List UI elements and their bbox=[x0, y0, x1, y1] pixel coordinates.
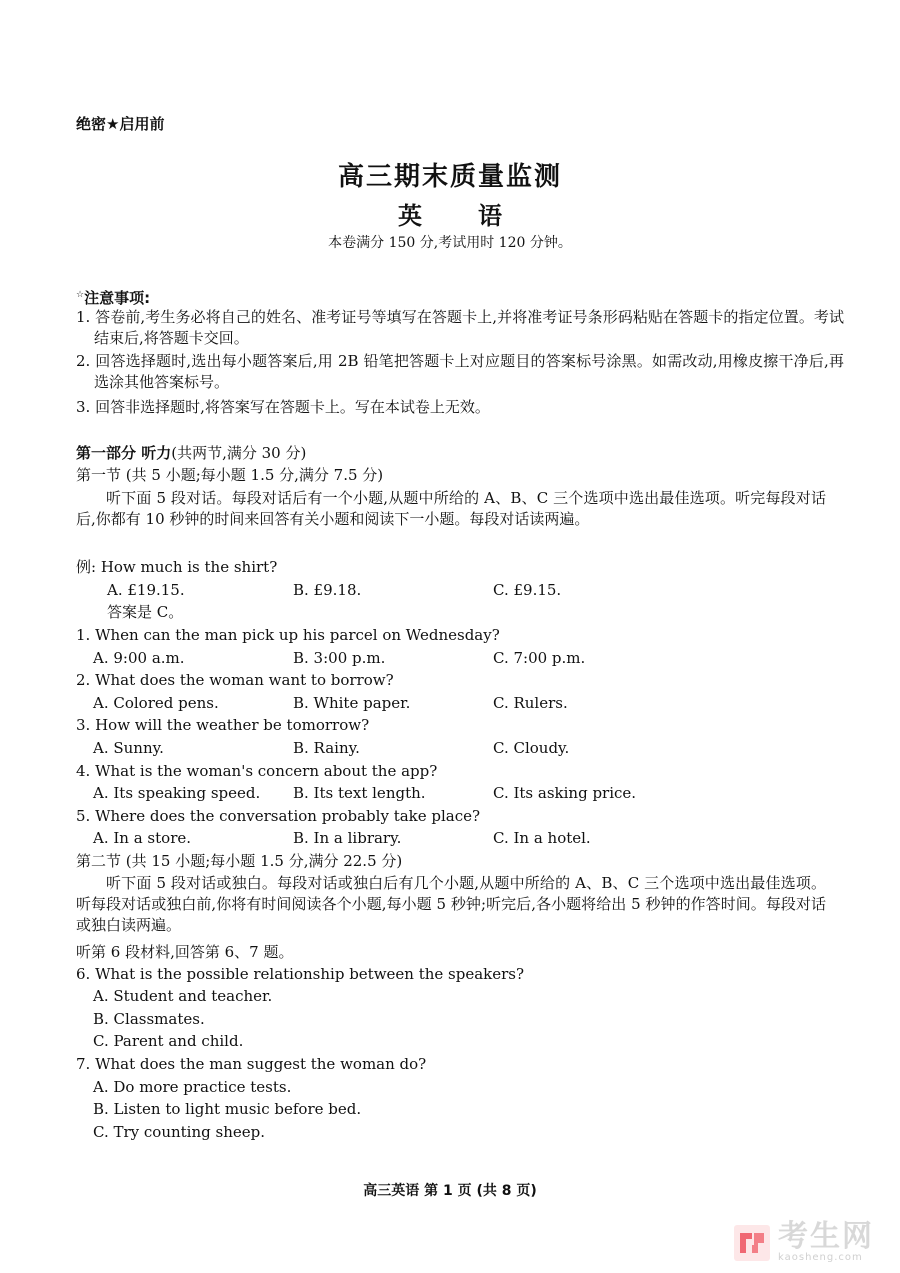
question-1: 1. When can the man pick up his parcel on Wednesday? bbox=[76, 626, 500, 644]
example-option-a: A. £19.15. bbox=[107, 581, 185, 599]
q4-option-b: B. Its text length. bbox=[293, 784, 426, 802]
notice-item-2: 2. 回答选择题时,选出每小题答案后,用 2B 铅笔把答题卡上对应题目的答案标号涂黑。如需改动,用橡皮擦干净后,再选涂其他答案标号。 bbox=[76, 352, 844, 391]
watermark-logo-icon bbox=[732, 1223, 772, 1263]
exam-title: 高三期末质量监测 bbox=[337, 162, 562, 192]
q1-option-a: A. 9:00 a.m. bbox=[93, 649, 185, 667]
subject-char-1: 英 bbox=[398, 201, 422, 230]
confidential-label: 绝密★启用前 bbox=[76, 115, 165, 133]
exam-info: 本卷满分 150 分,考试用时 120 分钟。 bbox=[328, 235, 572, 251]
example-question: 例: How much is the shirt? bbox=[76, 558, 278, 576]
q1-option-b: B. 3:00 p.m. bbox=[293, 649, 386, 667]
section1-heading: 第一节 (共 5 小题;每小题 1.5 分,满分 7.5 分) bbox=[76, 466, 384, 484]
section2-instructions: 听下面 5 段对话或独白。每段对话或独白后有几个小题,从题中所给的 A、B、C 三个选项中选出最佳选项。听每段对话或独白前,你将有时间阅读各个小题,每小题 5 秒钟;听完后,各小题将给出 5 秒钟的作答时间。每段对话或独白读两遍。 bbox=[76, 874, 826, 934]
q3-option-c: C. Cloudy. bbox=[493, 739, 570, 757]
q5-option-b: B. In a library. bbox=[293, 829, 402, 847]
watermark-text: 考生网 bbox=[778, 1219, 874, 1254]
q3-option-a: A. Sunny. bbox=[93, 739, 164, 757]
q2-option-c: C. Rulers. bbox=[493, 694, 568, 712]
section1-instructions: 听下面 5 段对话。每段对话后有一个小题,从题中所给的 A、B、C 三个选项中选出最佳选项。听完每段对话后,你都有 10 秒钟的时间来回答有关小题和阅读下一小题。每段对话读两遍。 bbox=[76, 489, 826, 528]
question-3: 3. How will the weather be tomorrow? bbox=[76, 716, 370, 734]
part1-heading: 第一部分 听力(共两节,满分 30 分) bbox=[76, 444, 307, 462]
material-note: 听第 6 段材料,回答第 6、7 题。 bbox=[76, 943, 294, 961]
q4-option-a: A. Its speaking speed. bbox=[93, 784, 261, 802]
section2-heading: 第二节 (共 15 小题;每小题 1.5 分,满分 22.5 分) bbox=[76, 852, 403, 870]
q7-option-c: C. Try counting sheep. bbox=[93, 1123, 265, 1141]
q3-option-b: B. Rainy. bbox=[293, 739, 360, 757]
question-4: 4. What is the woman's concern about the app? bbox=[76, 762, 438, 780]
q5-option-a: A. In a store. bbox=[93, 829, 192, 847]
subject-char-2: 语 bbox=[478, 201, 502, 230]
watermark bbox=[732, 1219, 874, 1263]
q7-option-b: B. Listen to light music before bed. bbox=[93, 1100, 362, 1118]
notice-star: ☆ bbox=[76, 290, 85, 300]
q7-option-a: A. Do more practice tests. bbox=[93, 1078, 292, 1096]
watermark-url: kaosheng.com bbox=[778, 1252, 863, 1263]
notice-item-1: 1. 答卷前,考生务必将自己的姓名、准考证号等填写在答题卡上,并将准考证号条形码粘贴在答题卡的指定位置。考试结束后,将答题卡交回。 bbox=[76, 308, 844, 347]
question-2: 2. What does the woman want to borrow? bbox=[76, 671, 394, 689]
q5-option-c: C. In a hotel. bbox=[493, 829, 591, 847]
example-option-c: C. £9.15. bbox=[493, 581, 562, 599]
page-footer: 高三英语 第 1 页 (共 8 页) bbox=[363, 1183, 537, 1199]
q6-option-b: B. Classmates. bbox=[93, 1010, 205, 1028]
notice-item-3: 3. 回答非选择题时,将答案写在答题卡上。写在本试卷上无效。 bbox=[76, 398, 490, 416]
q1-option-c: C. 7:00 p.m. bbox=[493, 649, 586, 667]
question-6: 6. What is the possible relationship between the speakers? bbox=[76, 965, 525, 983]
q2-option-a: A. Colored pens. bbox=[93, 694, 219, 712]
q4-option-c: C. Its asking price. bbox=[493, 784, 637, 802]
question-5: 5. Where does the conversation probably take place? bbox=[76, 807, 481, 825]
example-option-b: B. £9.18. bbox=[293, 581, 362, 599]
q6-option-c: C. Parent and child. bbox=[93, 1032, 244, 1050]
question-7: 7. What does the man suggest the woman do? bbox=[76, 1055, 427, 1073]
notice-heading: ☆注意事项: bbox=[76, 289, 151, 307]
q2-option-b: B. White paper. bbox=[293, 694, 411, 712]
q6-option-a: A. Student and teacher. bbox=[93, 987, 273, 1005]
exam-subject bbox=[0, 196, 900, 231]
example-answer: 答案是 C。 bbox=[107, 603, 184, 621]
